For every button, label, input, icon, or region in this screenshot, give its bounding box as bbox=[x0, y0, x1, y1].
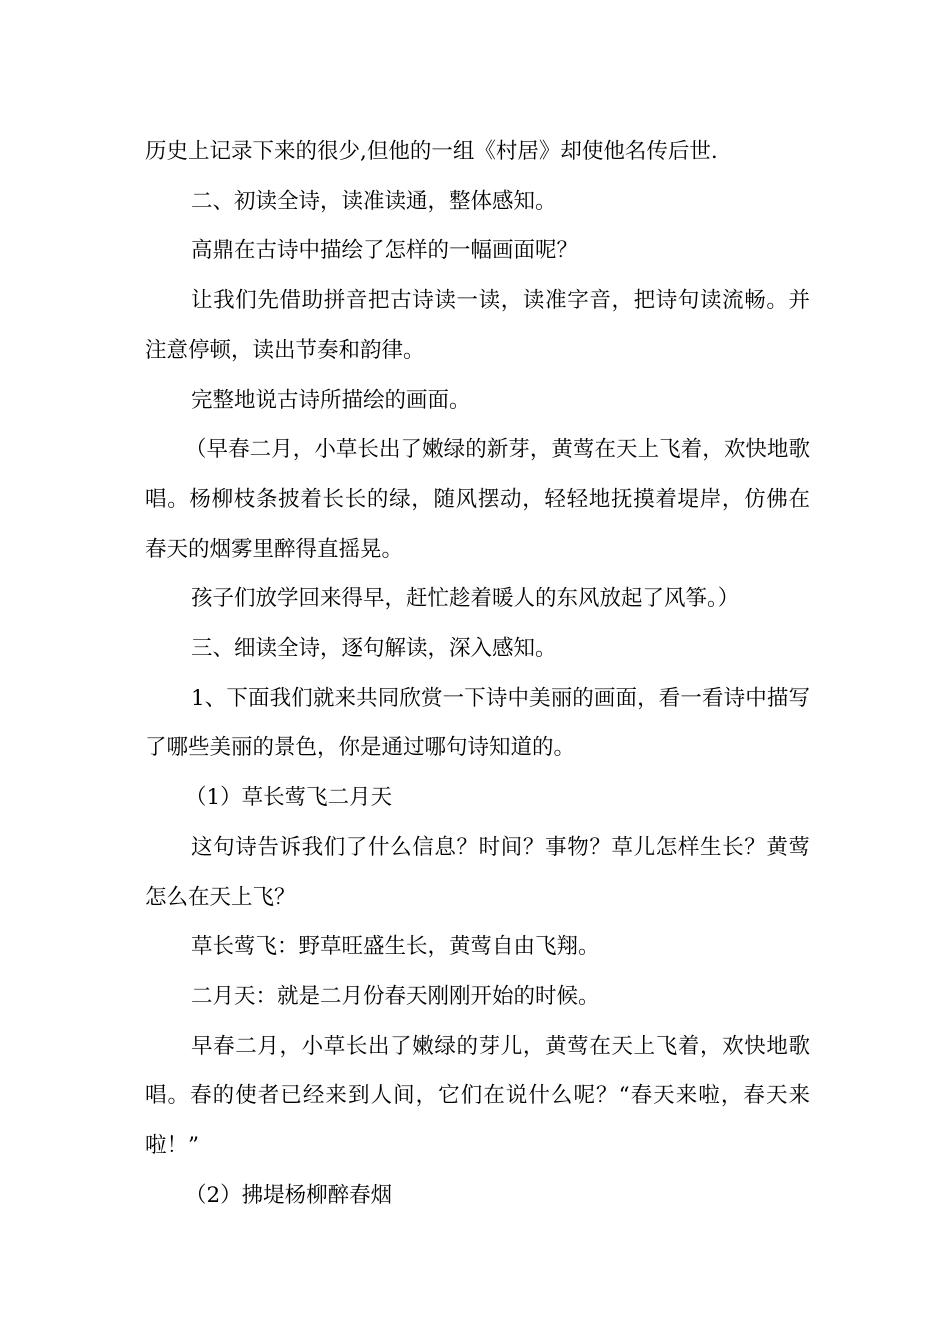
paragraph-5: 完整地说古诗所描绘的画面。 bbox=[191, 387, 471, 413]
subheading-2: （2）拂堤杨柳醉春烟 bbox=[185, 1182, 393, 1208]
paragraph-7: 孩子们放学回来得早，赶忙趁着暖人的东风放起了风筝。） bbox=[191, 586, 740, 612]
paragraph-3: 高鼎在古诗中描绘了怎样的一幅画面呢？ bbox=[191, 238, 579, 264]
subheading-1: （1）草长莺飞二月天 bbox=[185, 785, 393, 811]
paragraph-12: 草长莺飞：野草旺盛生长，黄莺自由飞翔。 bbox=[191, 934, 600, 960]
paragraph-14: 早春二月，小草长出了嫩绿的芽儿，黄莺在天上飞着，欢快地歌唱。春的使者已经来到人间，它们在说什么呢？“春天来啦，春天来啦！” bbox=[145, 1033, 810, 1159]
paragraph-4: 让我们先借助拼音把古诗读一读，读准字音，把诗句读流畅。并注意停顿，读出节奏和韵律。 bbox=[145, 288, 810, 363]
paragraph-13: 二月天：就是二月份春天刚刚开始的时候。 bbox=[191, 983, 600, 1009]
paragraph-11: 这句诗告诉我们了什么信息？时间？事物？草儿怎样生长？黄莺怎么在天上飞？ bbox=[145, 834, 810, 910]
section-heading-2: 二、初读全诗，读准读通，整体感知。 bbox=[191, 188, 557, 214]
document-body bbox=[145, 127, 810, 1220]
paragraph-6: （早春二月，小草长出了嫩绿的新芽，黄莺在天上飞着，欢快地歌唱。杨柳枝条披着长长的绿，随风摆动，轻轻地抚摸着堤岸，仿佛在春天的烟雾里醉得直摇晃。 bbox=[145, 437, 810, 562]
paragraph-9: 1、下面我们就来共同欣赏一下诗中美丽的画面，看一看诗中描写了哪些美丽的景色，你是通过哪句诗知道的。 bbox=[145, 685, 810, 761]
section-heading-3: 三、细读全诗，逐句解读，深入感知。 bbox=[191, 636, 557, 662]
paragraph-1: 历史上记录下来的很少,但他的一组《村居》却使他名传后世. bbox=[145, 139, 718, 164]
